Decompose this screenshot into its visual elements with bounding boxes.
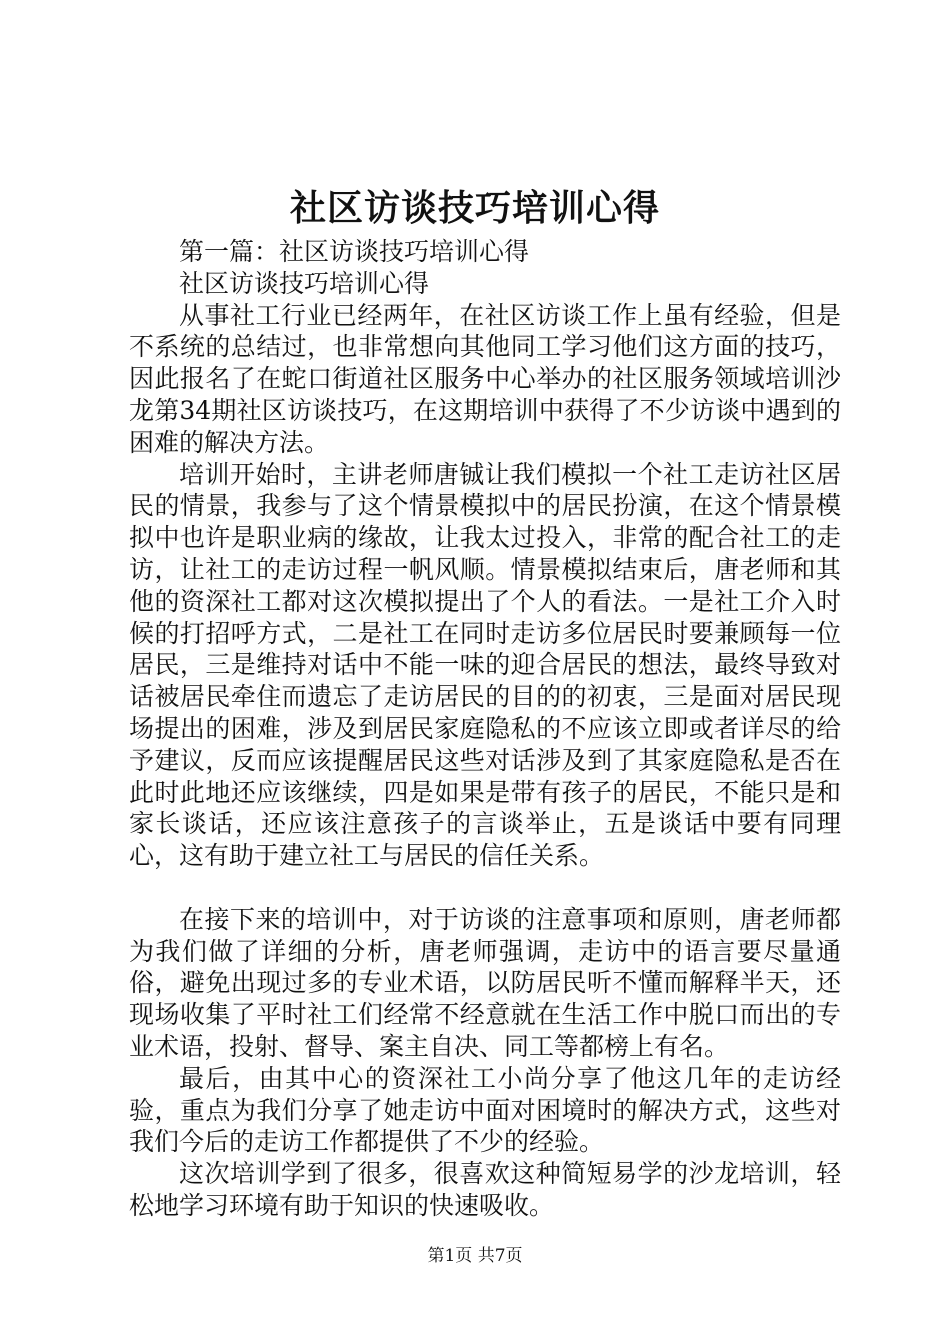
subtitle-line: 社区访谈技巧培训心得 xyxy=(179,268,430,298)
body-paragraph: 这次培训学到了很多，很喜欢这种简短易学的沙龙培训，轻松地学习环境有助于知识的快速吸收。 xyxy=(129,1159,841,1220)
document-title: 社区访谈技巧培训心得 xyxy=(289,187,660,229)
document-body xyxy=(129,236,841,1222)
body-paragraph: 从事社工行业已经两年，在社区访谈工作上虽有经验，但是不系统的总结过，也非常想向其他同工学习他们这方面的技巧，因此报名了在蛇口街道社区服务中心举办的社区服务领域培训沙龙第34期社区访谈技巧，在这期培训中获得了不少访谈中遇到的困难的解决方法。 xyxy=(129,300,841,457)
body-paragraph: 培训开始时，主讲老师唐铖让我们模拟一个社工走访社区居民的情景，我参与了这个情景模拟中的居民扮演，在这个情景模拟中也许是职业病的缘故，让我太过投入，非常的配合社工的走访，让社工的走访过程一帆风顺。情景模拟结束后，唐老师和其他的资深社工都对这次模拟提出了个人的看法。一是社工介入时候的打招呼方式，二是社工在同时走访多位居民时要兼顾每一位居民，三是维持对话中不能一味的迎合居民的想法，最终导致对话被居民牵住而遗忘了走访居民的目的的初衷，三是面对居民现场提出的困难，涉及到居民家庭隐私的不应该立即或者详尽的给予建议，反而应该提醒居民这些对话涉及到了其家庭隐私是否在此时此地还应该继续，四是如果是带有孩子的居民，不能只是和家长谈话，还应该注意孩子的言谈举止，五是谈话中要有同理心，这有助于建立社工与居民的信任关系。 xyxy=(129,459,841,871)
body-paragraph: 在接下来的培训中，对于访谈的注意事项和原则，唐老师都为我们做了详细的分析，唐老师强调，走访中的语言要尽量通俗，避免出现过多的专业术语，以防居民听不懂而解释半天，还现场收集了平时社工们经常不经意就在生活工作中脱口而出的专业术语，投射、督导、案主自决、同工等都榜上有名。 xyxy=(129,904,841,1061)
page-number: 第1页 共7页 xyxy=(427,1246,523,1266)
section-heading: 第一篇：社区访谈技巧培训心得 xyxy=(179,237,530,266)
body-paragraph: 最后，由其中心的资深社工小尚分享了他这几年的走访经验，重点为我们分享了她走访中面对困境时的解决方式，这些对我们今后的走访工作都提供了不少的经验。 xyxy=(129,1063,841,1157)
